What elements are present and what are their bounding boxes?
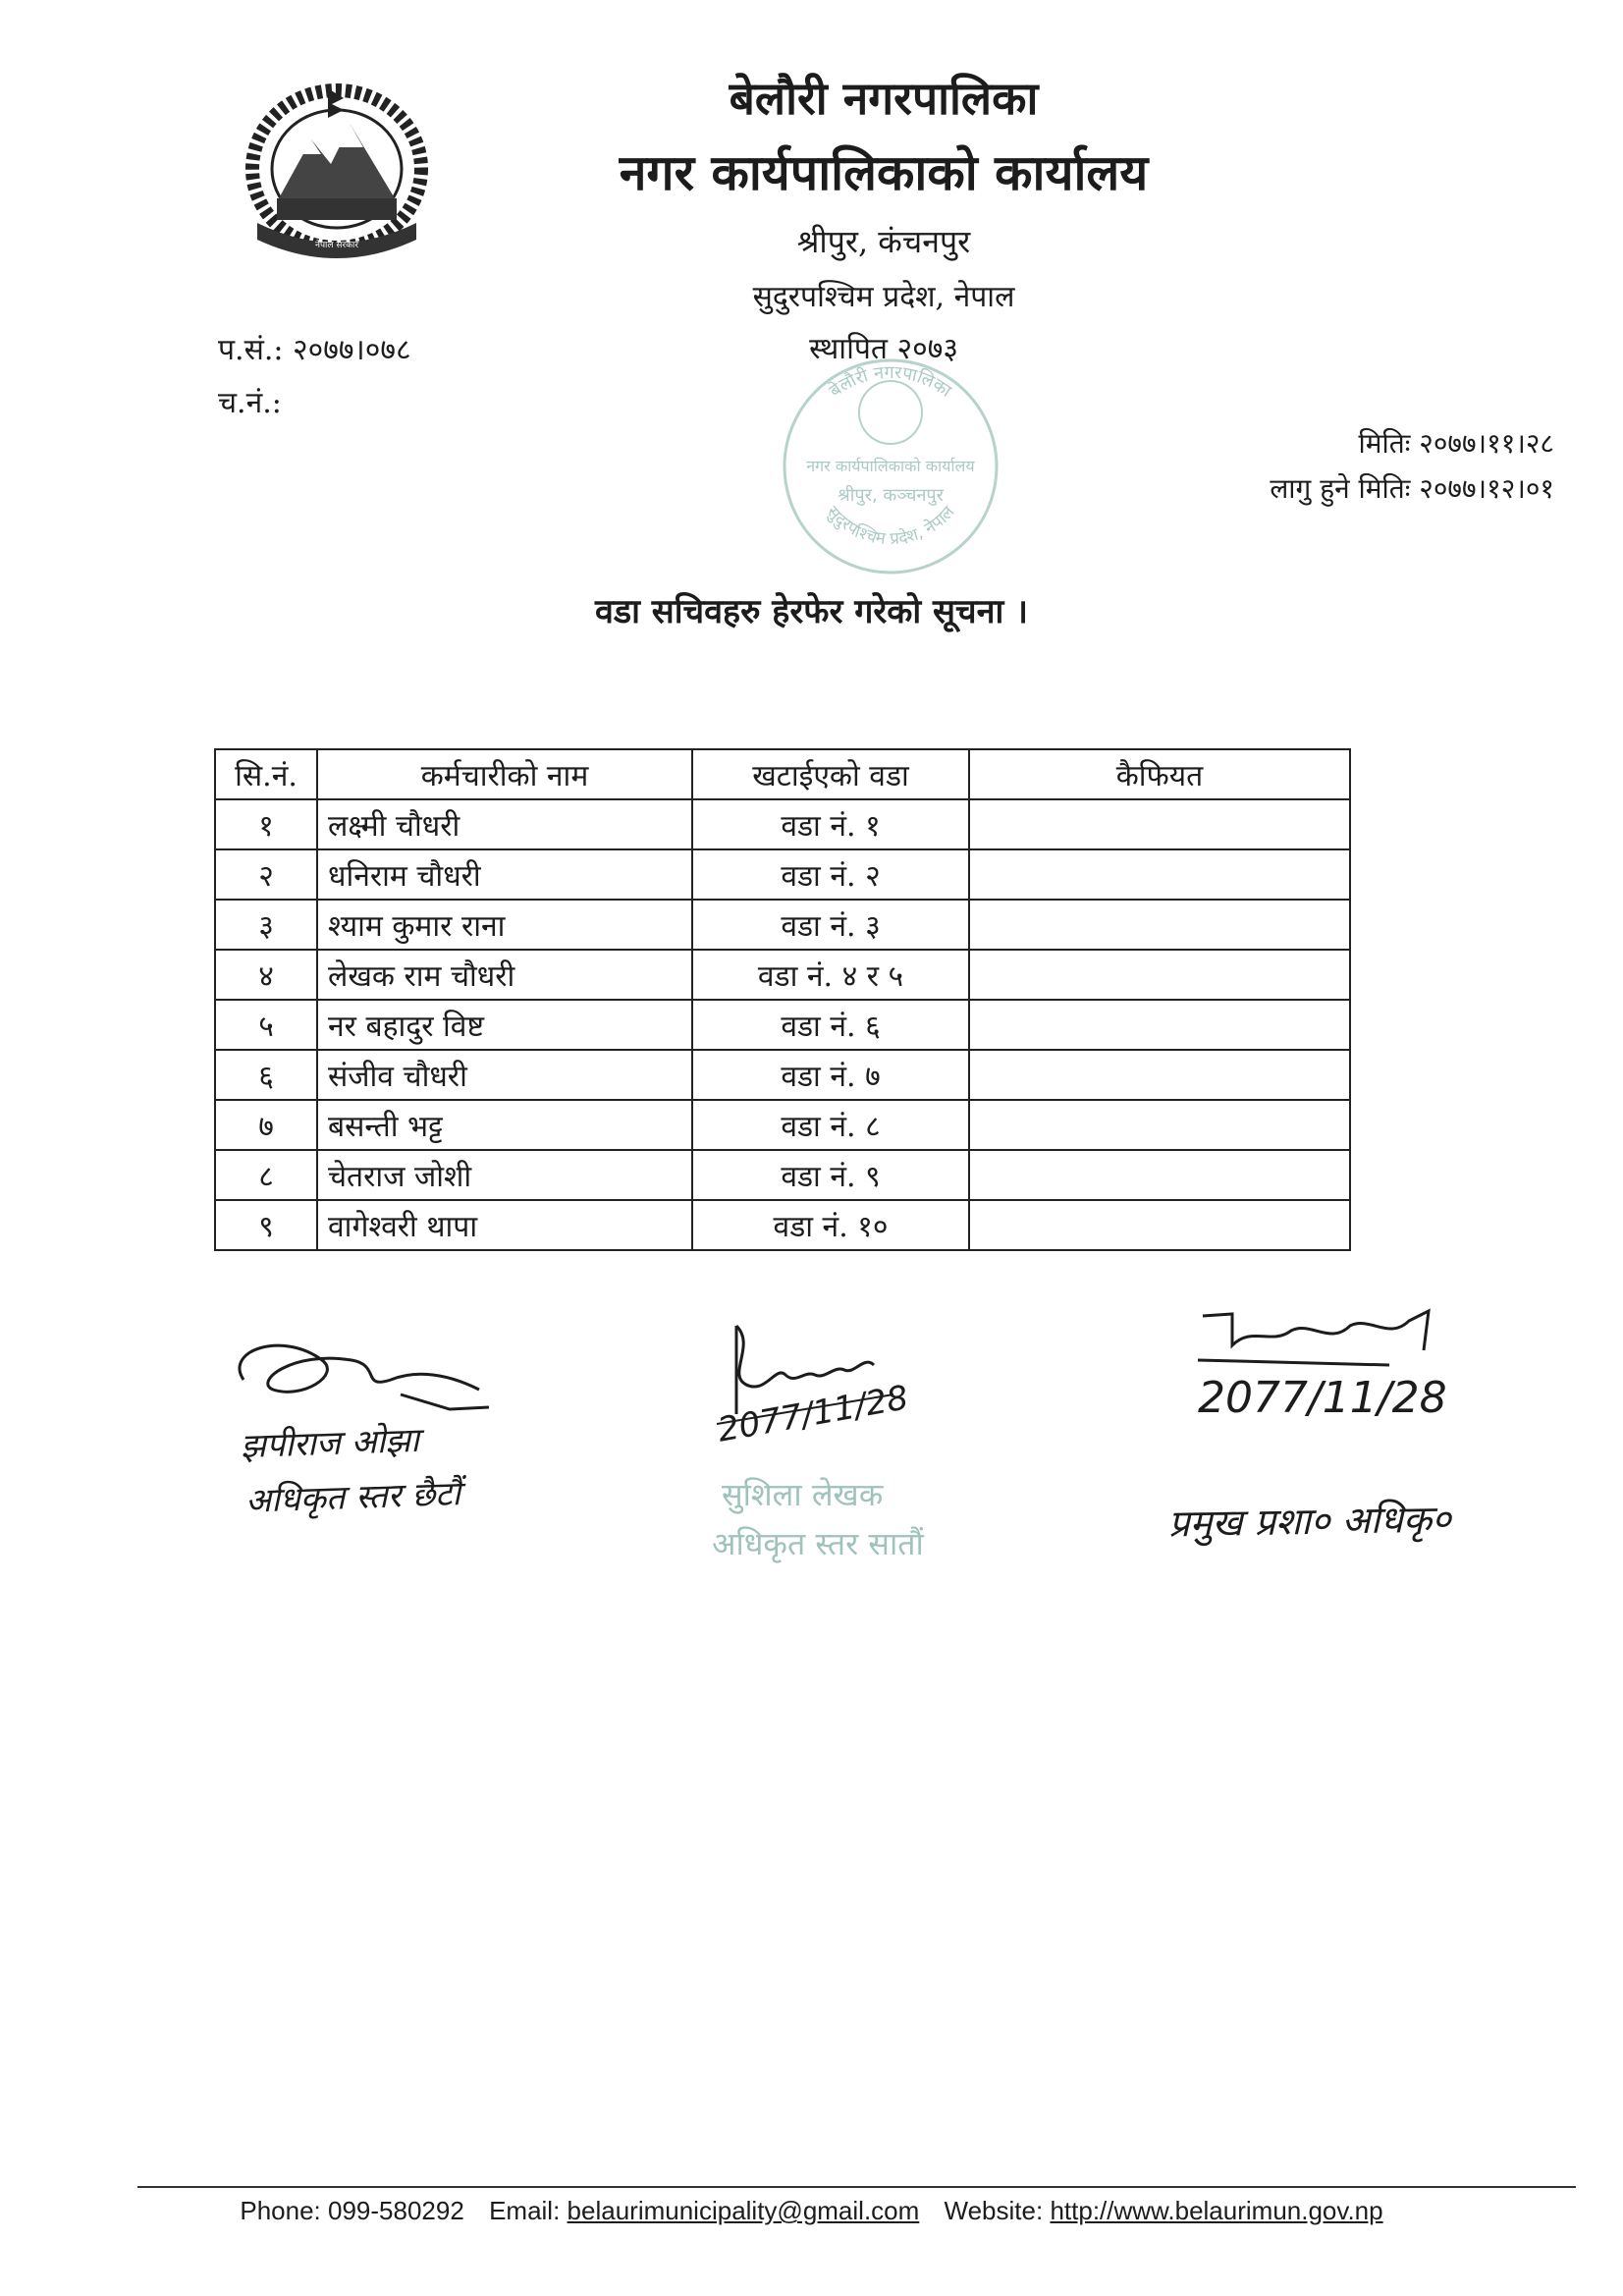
column-header-name: कर्मचारीको नाम — [317, 749, 692, 799]
reference-number: प.सं.: २०७७।०७८ — [218, 333, 411, 367]
signatory-left-post: अधिकृत स्तर छैटौं — [244, 1474, 461, 1521]
office-name: नगर कार्यपालिकाको कार्यालय — [619, 143, 1149, 201]
table-row — [215, 849, 1350, 900]
signatory-middle-date: 2077/11/28 — [715, 1378, 911, 1450]
established-year: स्थापित २०७३ — [809, 332, 958, 366]
signature-left — [214, 1321, 499, 1429]
dispatch-number: च.नं.: — [218, 386, 282, 420]
table-row — [215, 950, 1350, 1000]
name-cell: धनिराम चौधरी — [317, 849, 692, 900]
office-stamp — [768, 344, 1013, 589]
ward-cell: वडा नं. १० — [692, 1200, 969, 1250]
remarks-cell — [969, 1000, 1350, 1050]
table-row — [215, 799, 1350, 849]
svg-text:श्रीपुर, कञ्चनपुर: श्रीपुर, कञ्चनपुर — [837, 485, 945, 506]
email-label: Email: — [489, 2196, 561, 2225]
name-cell: वागेश्वरी थापा — [317, 1200, 692, 1250]
table-row — [215, 1050, 1350, 1100]
svg-text:नेपाल सरकार: नेपाल सरकार — [314, 241, 359, 250]
svg-text:नगर कार्यपालिकाको कार्यालय: नगर कार्यपालिकाको कार्यालय — [806, 457, 975, 475]
signatory-right-post: प्रमुख प्रशा० अधिकृ० — [1167, 1497, 1452, 1546]
remarks-cell — [969, 1200, 1350, 1250]
address-line-1: श्रीपुर, कंचनपुर — [796, 223, 971, 260]
website-link[interactable]: http://www.belaurimun.gov.np — [1050, 2196, 1383, 2225]
table-row — [215, 900, 1350, 950]
ward-cell: वडा नं. ७ — [692, 1050, 969, 1100]
serial-cell: ८ — [215, 1150, 317, 1200]
column-header-serial: सि.नं. — [215, 749, 317, 799]
footer-divider — [137, 2186, 1576, 2188]
remarks-cell — [969, 950, 1350, 1000]
phone-label: Phone: — [240, 2196, 321, 2225]
svg-text:सुदुरपश्चिम प्रदेश, नेपाल: सुदुरपश्चिम प्रदेश, नेपाल — [822, 502, 959, 550]
ward-cell: वडा नं. १ — [692, 799, 969, 849]
ward-cell: वडा नं. ८ — [692, 1100, 969, 1150]
ward-cell: वडा नं. ९ — [692, 1150, 969, 1200]
remarks-cell — [969, 799, 1350, 849]
email-link[interactable]: belaurimunicipality@gmail.com — [567, 2196, 920, 2225]
remarks-cell — [969, 1100, 1350, 1150]
column-header-remarks: कैफियत — [969, 749, 1350, 799]
website-label: Website: — [944, 2196, 1044, 2225]
signature-right — [1193, 1306, 1448, 1375]
name-cell: नर बहादुर विष्ट — [317, 1000, 692, 1050]
ward-cell: वडा नं. ४ र ५ — [692, 950, 969, 1000]
municipality-name: बेलौरी नगरपालिका — [729, 72, 1039, 125]
serial-cell: २ — [215, 849, 317, 900]
table-row — [215, 1150, 1350, 1200]
phone-number: 099-580292 — [328, 2196, 464, 2225]
table-header-row — [215, 749, 1350, 799]
issue-date: मितिः २०७७।११।२८ — [1358, 427, 1554, 460]
remarks-cell — [969, 900, 1350, 950]
ward-cell: वडा नं. ६ — [692, 1000, 969, 1050]
table-row — [215, 1000, 1350, 1050]
signatory-right-date: 2077/11/28 — [1198, 1373, 1447, 1423]
serial-cell: ६ — [215, 1050, 317, 1100]
remarks-cell — [969, 849, 1350, 900]
nepal-emblem — [218, 71, 456, 277]
column-header-ward: खटाईएको वडा — [692, 749, 969, 799]
serial-cell: ७ — [215, 1100, 317, 1150]
ward-secretary-table — [214, 748, 1351, 1251]
signatory-middle-post: अधिकृत स्तर सातौं — [712, 1525, 924, 1562]
serial-cell: ३ — [215, 900, 317, 950]
remarks-cell — [969, 1050, 1350, 1100]
name-cell: बसन्ती भट्ट — [317, 1100, 692, 1150]
name-cell: लक्ष्मी चौधरी — [317, 799, 692, 849]
name-cell: चेतराज जोशी — [317, 1150, 692, 1200]
serial-cell: ५ — [215, 1000, 317, 1050]
signatory-middle-name: सुशिला लेखक — [722, 1476, 884, 1513]
ward-cell: वडा नं. २ — [692, 849, 969, 900]
ward-cell: वडा नं. ३ — [692, 900, 969, 950]
footer-contact — [0, 2196, 1623, 2226]
table-row — [215, 1100, 1350, 1150]
serial-cell: ४ — [215, 950, 317, 1000]
svg-text:बेलौरी नगरपालिका: बेलौरी नगरपालिका — [825, 361, 955, 403]
name-cell: संजीव चौधरी — [317, 1050, 692, 1100]
name-cell: लेखक राम चौधरी — [317, 950, 692, 1000]
signatory-left-name: झपीराज ओझा — [240, 1420, 420, 1467]
name-cell: श्याम कुमार राना — [317, 900, 692, 950]
notice-subject: वडा सचिवहरु हेरफेर गरेको सूचना । — [595, 592, 1028, 631]
table-row — [215, 1200, 1350, 1250]
serial-cell: ९ — [215, 1200, 317, 1250]
address-line-2: सुदुरपश्चिम प्रदेश, नेपाल — [752, 280, 1015, 314]
remarks-cell — [969, 1150, 1350, 1200]
effective-date: लागु हुने मितिः २०७७।१२।०१ — [1270, 472, 1554, 505]
serial-cell: १ — [215, 799, 317, 849]
